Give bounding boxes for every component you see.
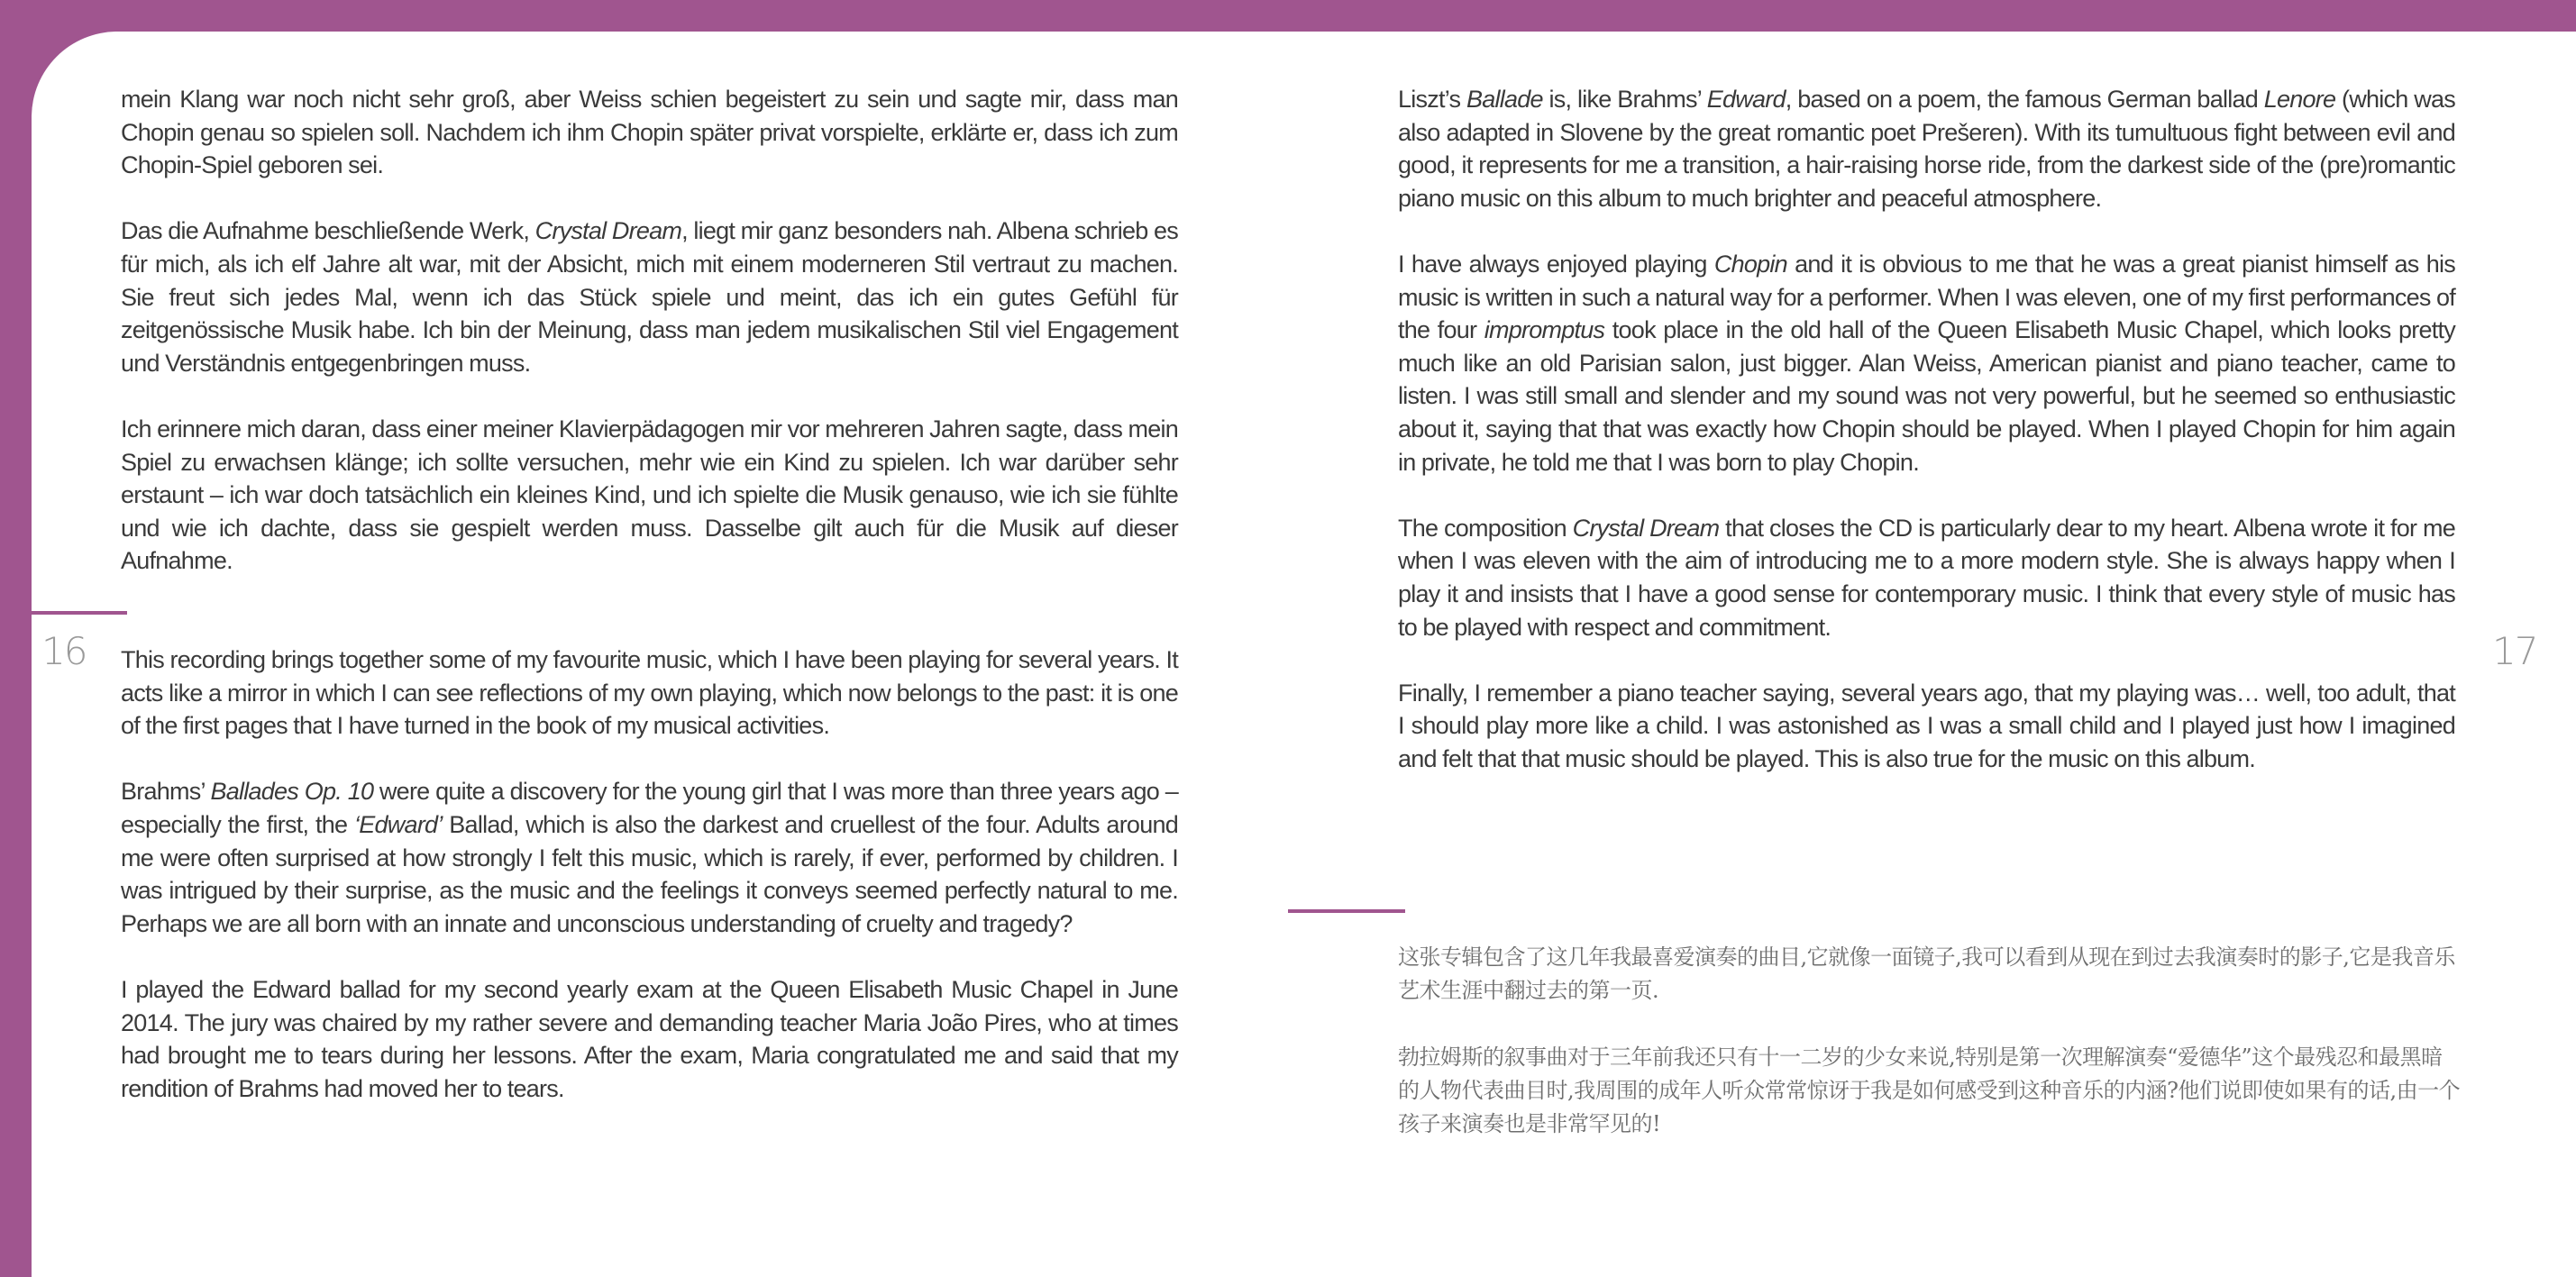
body-text: This recording brings together some of my favourite music, which I have been playing for several years. It acts like a mirror in which I can see reflections of my own playing, which now belongs to the past: it is one of the first pages that I have turned in the book of my musical activities.	[121, 646, 1178, 740]
italic-title-text: Ballade	[1466, 86, 1543, 113]
english-text-column-right	[1398, 83, 2455, 808]
italic-title-text: Lenore	[2263, 86, 2336, 113]
english-paragraph-5	[1398, 248, 2455, 479]
english-paragraph-7	[1398, 677, 2455, 776]
italic-title-text: Chopin	[1713, 250, 1787, 278]
english-paragraph-6	[1398, 512, 2455, 643]
body-text: Brahms’	[121, 778, 211, 806]
chinese-paragraph-2: 勃拉姆斯的叙事曲对于三年前我还只有十一二岁的少女来说,特别是第一次理解演奏“爱德华”这个最残忍和最黑暗的人物代表曲目时,我周围的成年人听众常常惊讶于我是如何感受到这种音乐的内涵?他们说即使如果有的话,由一个孩子来演奏也是非常罕见的!	[1398, 1044, 2461, 1136]
italic-title-text: Edward	[1706, 86, 1786, 113]
body-text: , based on a poem, the famous German ballad	[1785, 86, 2264, 113]
english-paragraph-2	[121, 775, 1178, 940]
body-text: Ich erinnere mich daran, dass einer meiner Klavierpädagogen mir vor mehreren Jahren sagte, dass mein Spiel zu erwachsen klänge; ich sollte versuchen, mehr wie ein Kind zu spielen. Ich war darüber sehr erstaunt – ich war doch tatsächlich ein kleines Kind, und ich spielte die Musik genauso, wie ich sie fühlte und wie ich dachte, dass sie gespielt werden muss. Dasselbe gilt auch für die Musik auf dieser Aufnahme.	[121, 415, 1178, 575]
body-text: Das die Aufnahme beschließende Werk,	[121, 217, 535, 245]
german-paragraph-1	[121, 83, 1178, 182]
italic-title-text: impromptus	[1484, 316, 1605, 344]
english-text-column-left	[121, 643, 1178, 1138]
italic-title-text: Crystal Dream	[534, 217, 682, 245]
page-number-right: 17	[2492, 629, 2537, 673]
chinese-text-column	[1398, 941, 2462, 1174]
body-text: is, like Brahms’	[1542, 86, 1707, 113]
german-paragraph-2	[121, 214, 1178, 379]
body-text: The composition	[1398, 514, 1573, 542]
body-text: mein Klang war noch nicht sehr groß, aber Weiss schien begeistert zu sein und sagte mir, dass man Chopin genau so spielen soll. Nachdem ich ihm Chopin später privat vorspielte, erklärte er, dass ich zum Chopin-Spiel geboren sei.	[121, 86, 1178, 179]
body-text: took place in the old hall of the Queen Elisabeth Music Chapel, which looks pretty much like an old Parisian salon, just bigger. Alan Weiss, American pianist and piano teacher, came to listen. I was still small and slender and my sound was not very powerful, but he seemed so enthusiastic about it, saying that that was exactly how Chopin should be played. When I played Chopin for him again in private, he told me that I was born to play Chopin.	[1398, 316, 2455, 476]
german-text-column	[121, 83, 1178, 611]
page-number-left: 16	[41, 629, 87, 673]
body-text: Ballad, which is also the darkest and cruellest of the four. Adults around me were often surprised at how strongly I felt this music, which is rarely, if ever, performed by children. I was intrigued by their surprise, as the music and the feelings it conveys seemed perfectly natural to me. Perhaps we are all born with an innate and unconscious understanding of cruelty and tragedy?	[121, 810, 1178, 937]
body-text: Finally, I remember a piano teacher saying, several years ago, that my playing was… well, too adult, that I should play more like a child. I was astonished as I was a small child and I played just how I imagined and felt that that music should be played. This is also true for the music on this album.	[1398, 679, 2455, 772]
body-text: (which was also adapted in Slovene by the great romantic poet Prešeren). With its tumultuous fight between evil and good, it represents for me a transition, a hair-raising horse ride, from the darkest side of the (pre)romantic piano music on this album to much brighter and peaceful atmosphere.	[1398, 86, 2455, 212]
italic-title-text: Crystal Dream	[1572, 514, 1720, 542]
chinese-section-divider	[1288, 909, 1405, 913]
body-text: , liegt mir ganz besonders nah. Albena schrieb es für mich, als ich elf Jahre alt war, mit der Absicht, mich mit einem moderneren Stil vertraut zu machen. Sie freut sich jedes Mal, wenn ich das Stück spiele und meint, das ich ein gutes Gefühl für zeitgenössische Musik habe. Ich bin der Meinung, dass man jedem musikalischen Stil viel Engagement und Verständnis entgegenbringen muss.	[121, 217, 1178, 377]
body-text: that closes the CD is particularly dear to my heart. Albena wrote it for me when I was eleven with the aim of introducing me to a more modern style. She is always happy when I play it and insists that I have a good sense for contemporary music. I think that every style of music has to be played with respect and commitment.	[1398, 514, 2455, 641]
german-paragraph-3	[121, 413, 1178, 578]
body-text: and it is obvious to me that he was a great pianist himself as his music is written in such a natural way for a performer. When I was eleven, one of my first performances of the four	[1398, 250, 2456, 344]
body-text: I played the Edward ballad for my second yearly exam at the Queen Elisabeth Music Chapel in June 2014. The jury was chaired by my rather severe and demanding teacher Maria João Pires, who at times had brought me to tears during her lessons. After the exam, Maria congratulated me and said that my rendition of Brahms had moved her to tears.	[121, 975, 1178, 1102]
body-text: I have always enjoyed playing	[1398, 250, 1714, 278]
english-paragraph-3	[121, 973, 1178, 1105]
chinese-paragraph-1: 这张专辑包含了这几年我最喜爱演奏的曲目,它就像一面镜子,我可以看到从现在到过去我演奏时的影子,它是我音乐艺术生涯中翻过去的第一页.	[1398, 944, 2455, 1003]
italic-title-text: ‘Edward’	[354, 810, 443, 838]
english-paragraph-4	[1398, 83, 2455, 214]
english-paragraph-1	[121, 643, 1178, 743]
body-text: were quite a discovery for the young girl that I was more than three years ago – especially the first, the	[121, 778, 1178, 838]
body-text: Liszt’s	[1398, 86, 1466, 113]
italic-title-text: Ballades Op. 10	[210, 778, 374, 806]
left-page-divider	[32, 611, 127, 615]
